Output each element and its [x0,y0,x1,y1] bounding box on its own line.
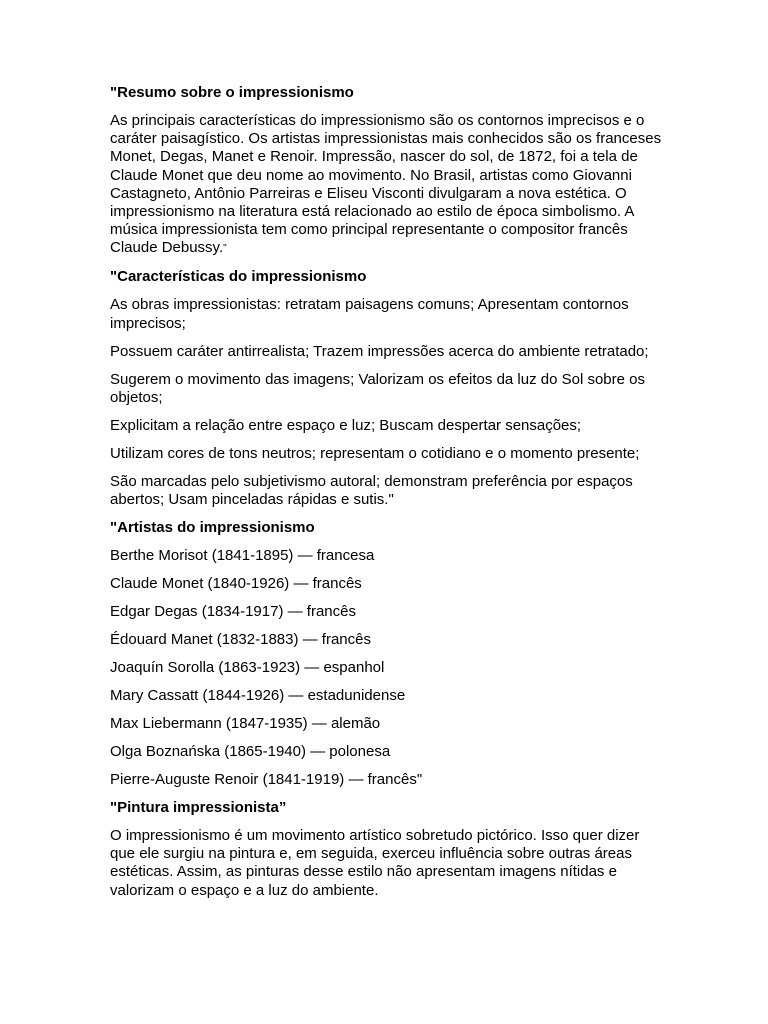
artist-item: Mary Cassatt (1844-1926) — estadunidense [110,687,406,705]
section-heading-artistas: "Artistas do impressionismo [110,519,315,537]
section-heading-resumo: "Resumo sobre o impressionismo [110,84,354,101]
artist-item: Olga Boznańska (1865-1940) — polonesa [110,743,391,761]
artist-item: Joaquín Sorolla (1863-1923) — espanhol [110,659,385,677]
section-heading-pintura: "Pintura impressionista” [110,799,287,817]
caracteristica-item: As obras impressionistas: retratam paisagens comuns; Apresentam contornos imprecisos; [110,296,629,332]
artist-item: Edgar Degas (1834-1917) — francês [110,603,356,621]
artist-item: Max Liebermann (1847-1935) — alemão [110,715,381,733]
artist-item: Claude Monet (1840-1926) — francês [110,575,362,593]
resumo-paragraph [110,112,662,259]
document-page [110,84,662,910]
closing-quote: " [223,243,227,255]
artist-item: Édouard Manet (1832-1883) — francês [110,631,371,649]
caracteristica-item: Utilizam cores de tons neutros; representam o cotidiano e o momento presente; [110,444,640,462]
caracteristica-item: Explicitam a relação entre espaço e luz; Buscam despertar sensações; [110,416,582,434]
section-heading-caracteristicas: "Características do impressionismo [110,268,367,286]
caracteristica-item: Possuem caráter antirrealista; Trazem impressões acerca do ambiente retratado; [110,342,649,360]
pintura-paragraph: O impressionismo é um movimento artístico sobretudo pictórico. Isso quer dizer que ele surgiu na pintura e, em seguida, exerceu influência sobre outras áreas estéticas. Assim, as pinturas desse estilo não apresentam imagens nítidas e valorizam o espaço e a luz do ambiente. [110,827,640,899]
artist-item: Berthe Morisot (1841-1895) — francesa [110,547,375,565]
caracteristica-item: São marcadas pelo subjetivismo autoral; demonstram preferência por espaços abertos; Usam pinceladas rápidas e sutis." [110,472,633,509]
resumo-paragraph-text: As principais características do impressionismo são os contornos imprecisos e o caráter paisagístico. Os artistas impressionistas mais conhecidos são os franceses Monet, Degas, Manet e Renoir. Impressão, nascer do sol, de 1872, foi a tela de Claude Monet que deu nome ao movimento. No Brasil, artistas como Giovanni Castagneto, Antônio Parreiras e Eliseu Visconti divulgaram a nova estética. O impressionismo na literatura está relacionado ao estilo de época simbolismo. A música impressionista tem como principal representante o compositor francês Claude Debussy. [110,112,662,257]
caracteristica-item: Sugerem o movimento das imagens; Valorizam os efeitos da luz do Sol sobre os objetos; [110,370,645,406]
artist-item: Pierre-Auguste Renoir (1841-1919) — francês" [110,771,423,789]
